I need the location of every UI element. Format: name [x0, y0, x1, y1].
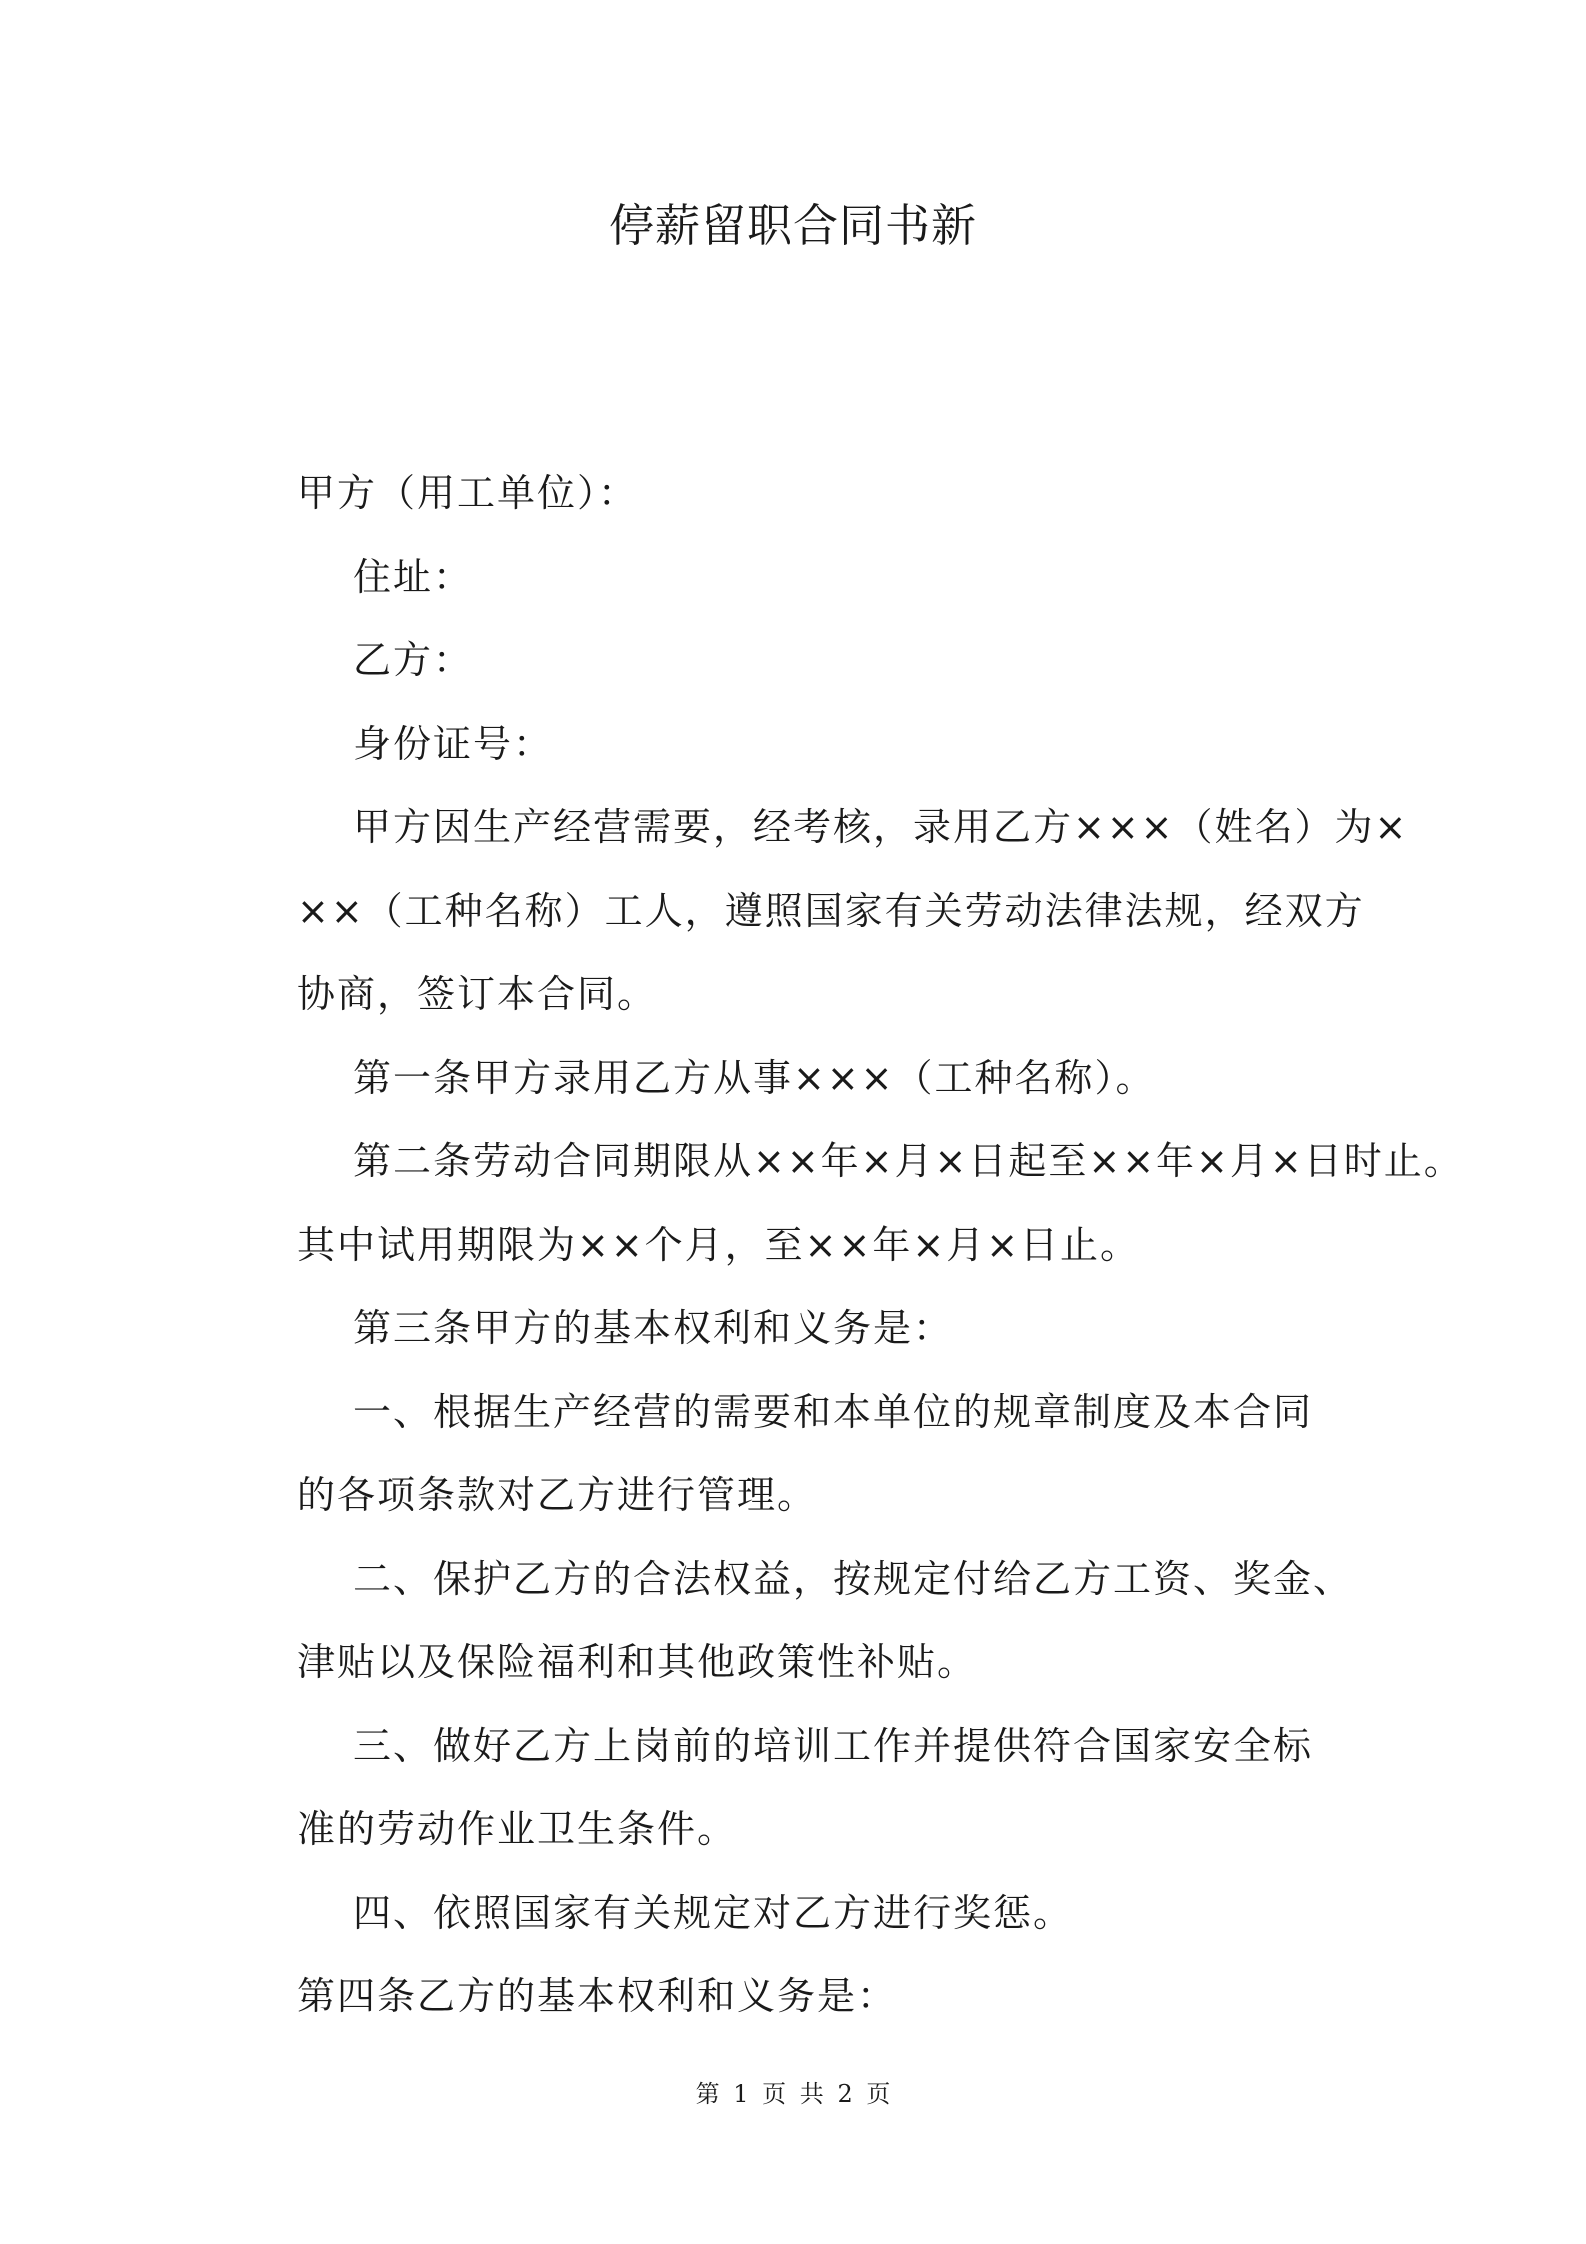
preamble-line-3: 协商，签订本合同。 [297, 972, 658, 1016]
article-3-item-2-line-1: 二、保护乙方的合法权益，按规定付给乙方工资、奖金、 [353, 1556, 1354, 1601]
article-3-item-1-line-2: 的各项条款对乙方进行管理。 [297, 1473, 818, 1517]
preamble-line-2: ××（工种名称）工人，遵照国家有关劳动法律法规，经双方 [297, 888, 1365, 933]
document-body [297, 452, 1464, 2039]
article-3-item-3-line-1: 三、做好乙方上岗前的培训工作并提供符合国家安全标 [353, 1723, 1314, 1768]
address-line: 住址： [353, 554, 474, 599]
article-2-line-1: 第二条劳动合同期限从××年×月×日起至××年×月×日时止。 [353, 1139, 1464, 1183]
page-footer: 第 1 页 共 2 页 [695, 2080, 891, 2108]
party-b-line: 乙方： [353, 638, 474, 682]
party-a-line: 甲方（用工单位）： [297, 471, 639, 515]
article-3-item-2-line-2: 津贴以及保险福利和其他政策性补贴。 [297, 1640, 978, 1684]
article-2-line-2: 其中试用期限为××个月，至××年×月×日止。 [297, 1222, 1141, 1267]
article-4-heading: 第四条乙方的基本权利和义务是： [297, 1974, 898, 2018]
id-number-line: 身份证号： [353, 721, 554, 766]
article-3-item-3-line-2: 准的劳动作业卫生条件。 [297, 1807, 738, 1851]
article-3-item-4-line: 四、依照国家有关规定对乙方进行奖惩。 [353, 1890, 1074, 1935]
document-title: 停薪留职合同书新 [608, 199, 977, 252]
article-3-item-1-line-1: 一、根据生产经营的需要和本单位的规章制度及本合同 [353, 1389, 1314, 1434]
article-3-heading: 第三条甲方的基本权利和义务是： [353, 1306, 954, 1350]
preamble-line-1: 甲方因生产经营需要，经考核，录用乙方×××（姓名）为× [353, 805, 1409, 849]
article-1-line: 第一条甲方录用乙方从事×××（工种名称）。 [353, 1055, 1156, 1100]
